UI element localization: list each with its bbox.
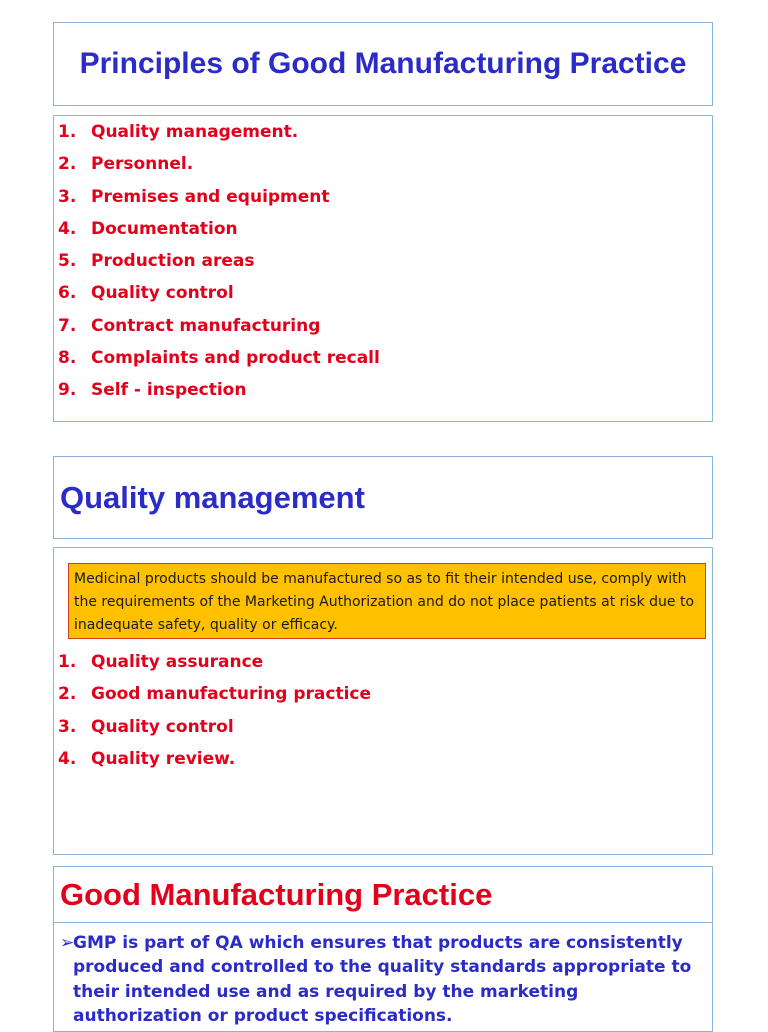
slide3-title-box — [53, 866, 713, 923]
list-item: 1. Quality management. — [58, 122, 299, 142]
section-heading-quality-management: Quality management — [60, 479, 365, 515]
highlight-note: Medicinal products should be manufactured so as to fit their intended use, comply with the requirements of the Marketing Authorization and do not place patients at risk due to inadequate safety, quality or efficacy. — [68, 563, 706, 639]
list-item: 1. Quality assurance — [58, 652, 264, 672]
list-item: 4. Documentation — [58, 218, 238, 239]
gmp-bullet-text: GMP is part of QA which ensures that products are consistently produced and controlled to the quality standards appropriate to their intended use and as required by the marketing authorization or product specifications. — [73, 933, 692, 1026]
quality-list — [54, 646, 712, 775]
list-item: 5. Production areas — [58, 251, 255, 272]
list-item: 9. Self - inspection — [58, 380, 247, 401]
slide1-list-box — [53, 115, 713, 422]
arrow-bullet-icon: ➢ — [60, 933, 75, 953]
slide3-body-box — [53, 922, 713, 1032]
list-item: 4. Quality review. — [58, 748, 236, 769]
slide2-body-box — [53, 547, 713, 855]
list-item: 8. Complaints and product recall — [58, 348, 380, 369]
principles-list — [54, 116, 712, 407]
list-item: 2. Good manufacturing practice — [58, 684, 372, 705]
gmp-bullet — [60, 931, 700, 1028]
slide2-title-box — [53, 456, 713, 539]
slide1-title-box — [53, 22, 713, 106]
section-heading-gmp: Good Manufacturing Practice — [60, 876, 493, 912]
list-item: 2. Personnel. — [58, 154, 194, 175]
list-item: 6. Quality control — [58, 283, 234, 304]
list-item: 3. Premises and equipment — [58, 186, 330, 207]
page-title: Principles of Good Manufacturing Practice — [79, 47, 687, 80]
list-item: 7. Contract manufacturing — [58, 315, 321, 336]
list-item: 3. Quality control — [58, 716, 234, 737]
